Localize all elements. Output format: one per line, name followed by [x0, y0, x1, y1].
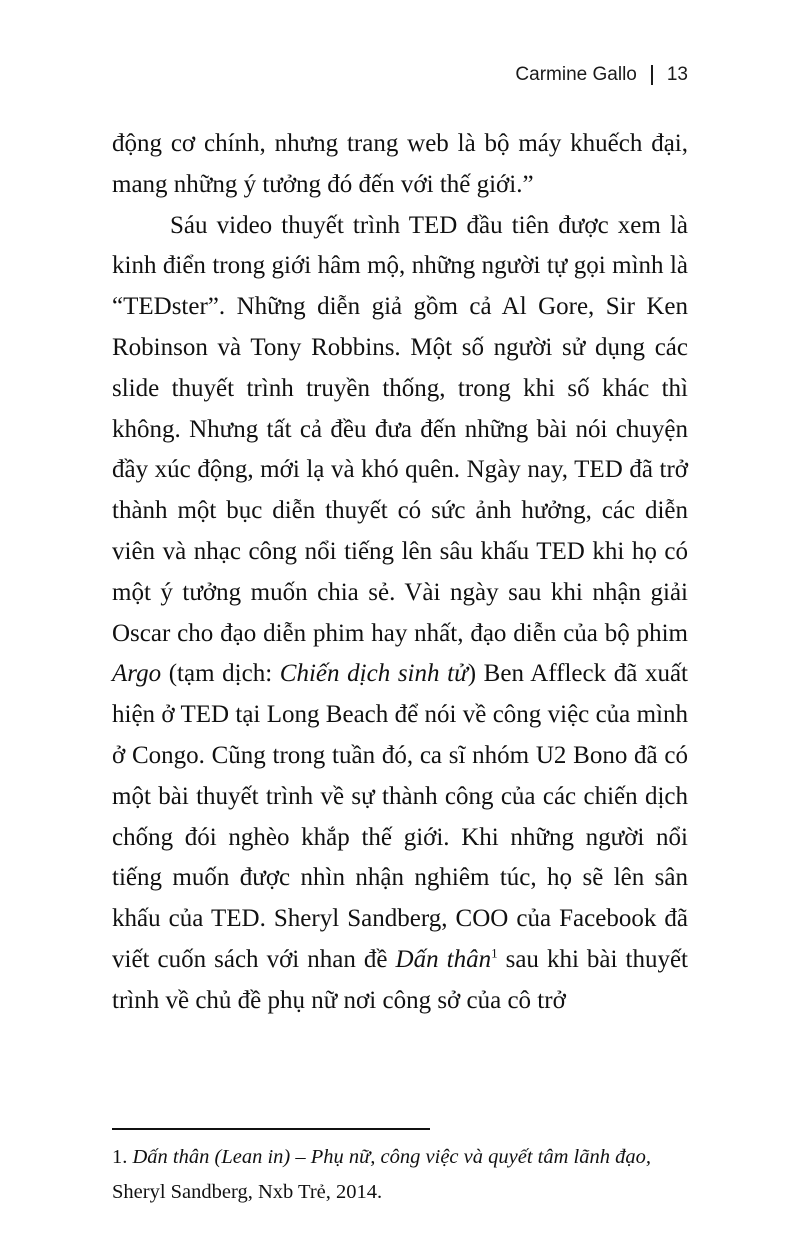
footnote-reference: 1 [491, 945, 498, 961]
page-number: 13 [666, 64, 688, 85]
footnote-citation: Sheryl Sandberg, Nxb Trẻ, 2014. [112, 1181, 383, 1203]
footnote-divider [112, 1128, 430, 1130]
paragraph-1: động cơ chính, nhưng trang web là bộ máy khuếch đại, mang những ý tưởng đó đến với thế giới.” [112, 130, 688, 198]
running-header [515, 64, 688, 86]
film-title-translation: Chiến dịch sinh tử [279, 660, 468, 688]
author-name: Carmine Gallo [515, 64, 637, 85]
footnote-title: Dấn thân (Lean in) – Phụ nữ, công việc và quyết tâm lãnh đạo, [132, 1146, 651, 1168]
header-separator [651, 65, 653, 85]
book-title-dan-than: Dấn thân [395, 945, 492, 973]
film-title-argo: Argo [112, 660, 162, 688]
paragraph-2-text-d: sau khi bài thuyết trình về chủ đề phụ nữ nơi công sở của cô trở [112, 945, 688, 1014]
body-text [112, 124, 688, 1022]
paragraph-2-text-c: ) Ben Affleck đã xuất hiện ở TED tại Long Beach để nói về công việc của mình ở Congo. Cũng trong tuần đó, ca sĩ nhóm U2 Bono đã có một bài thuyết trình về sự thành công của các chiến dịch chống đói nghèo khắp thế giới. Khi những người nổi tiếng muốn được nhìn nhận nghiêm túc, họ sẽ lên sân khấu của TED. Sheryl Sandberg, COO của Facebook đã viết cuốn sách với nhan đề [112, 660, 689, 973]
footnote-line-1 [112, 1140, 688, 1175]
paragraph-2-text-b: (tạm dịch: [161, 660, 280, 688]
footnote [112, 1140, 688, 1210]
paragraph-2-text-a: Sáu video thuyết trình TED đầu tiên được xem là kinh điển trong giới hâm mộ, những người tự gọi mình là “TEDster”. Những diễn giả gồm cả Al Gore, Sir Ken Robinson và Tony Robbins. Một số người sử dụng các slide thuyết trình truyền thống, trong khi số khác thì không. Nhưng tất cả đều đưa đến những bài nói chuyện đầy xúc động, mới lạ và khó quên. Ngày nay, TED đã trở thành một bục diễn thuyết có sức ảnh hưởng, các diễn viên và nhạc công nổi tiếng lên sâu khấu TED khi họ có một ý tưởng muốn chia sẻ. Vài ngày sau khi nhận giải Oscar cho đạo diễn phim hay nhất, đạo diễn của bộ phim [112, 211, 688, 647]
paragraph-2 [112, 206, 688, 1022]
footnote-number: 1. [112, 1146, 128, 1168]
